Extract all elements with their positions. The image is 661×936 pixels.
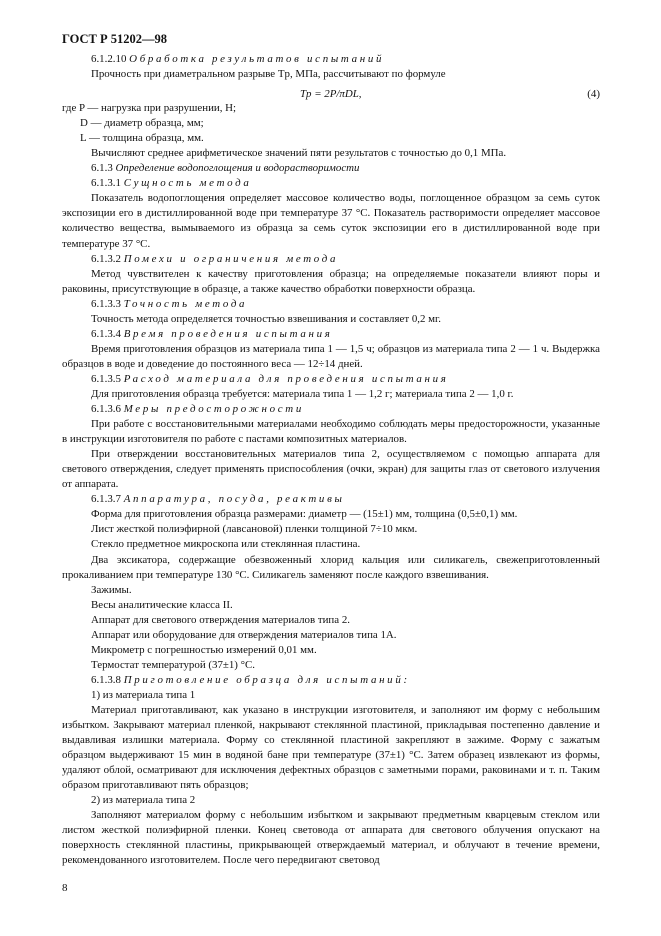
section-number: 6.1.3.4: [91, 327, 121, 340]
section-heading: [62, 52, 600, 67]
section-heading: [62, 673, 600, 688]
section-heading: [62, 372, 600, 387]
section-number: 6.1.3.7: [91, 493, 121, 506]
section-number: 6.1.3.1: [91, 177, 121, 190]
section-title: Время проведения испытания: [123, 327, 333, 340]
section-title: Расход материала для проведения испытания: [123, 372, 449, 385]
section-title: Точность метода: [123, 297, 248, 310]
section-title: Определение водопоглощения и водорастворимости: [115, 162, 360, 175]
page-number: 8: [62, 882, 68, 894]
equipment-item: Термостат температурой (37±1) °С.: [91, 658, 255, 671]
equipment-item: Зажимы.: [91, 583, 132, 596]
equipment-item: Лист жесткой полиэфирной (лавсановой) пленки толщиной 7÷10 мкм.: [91, 523, 418, 536]
section-title: Сущность метода: [123, 177, 252, 190]
paragraph: Материал приготавливают, как указано в инструкции изготовителя, и заполняют им форму с небольшим избытком. Закрывают материал пленкой, накрывают стеклянной пластиной, прикладывая постепенно давление и выдавливая излишки материала. Форму со стеклянной пластиной закрепляют в зажиме. Форму с зажатым образцом выдерживают 15 мин в водяной бане при температуре (37±1) °С. Затем образец извлекают из формы, удаляют облой, осматривают для исключения дефектных образцов с заметными порами, раковинами и т. п. Таким образом приготавливают пять образцов;: [62, 703, 600, 792]
equipment-item: Весы аналитические класса II.: [91, 598, 233, 611]
definition: где P — нагрузка при разрушении, Н;: [62, 102, 237, 115]
section-title: Приготовление образца для испытаний:: [123, 673, 410, 686]
paragraph: Заполняют материалом форму с небольшим избытком и закрывают предметным кварцевым стеклом или листом жесткой полиэфирной пленки. Конец световода от аппарата для светового облучения опускают на поверхность стеклянной пластины, прикрывающей отверждаемый материал, и облучают в течение времени, рекомендованного изготовителем. После чего передвигают световод: [62, 809, 600, 867]
equipment-item: Форма для приготовления образца размерами: диаметр — (15±1) мм, толщина (0,5±0,1) мм.: [91, 508, 518, 521]
paragraph: Вычисляют среднее арифметическое значений пяти результатов с точностью до 0,1 МПа.: [91, 147, 507, 160]
section-heading: [62, 492, 600, 507]
paragraph: Точность метода определяется точностью взвешивания и составляет 0,2 мг.: [91, 312, 442, 325]
section-heading: [62, 161, 600, 176]
section-number: 6.1.3.8: [91, 673, 121, 686]
section-title: Аппаратура, посуда, реактивы: [123, 493, 345, 506]
formula-line: [62, 82, 600, 101]
section-title: Меры предосторожности: [123, 403, 304, 416]
section-number: 6.1.3.5: [91, 372, 121, 385]
paragraph: Показатель водопоглощения определяет массовое количество воды, поглощенное образцом за семь суток экспозиции его в дистиллированной воде при температуре 37 °С. Показатель растворимости определяет массовое количество вещества, вымываемого из образца за семь суток экспозиции его в дистиллированной воде при температуре 37 °С.: [62, 192, 600, 250]
equipment-item: Микрометр с погрешностью измерений 0,01 мм.: [91, 643, 317, 656]
paragraph: Метод чувствителен к качеству приготовления образца; на определяемые показатели влияют поры и раковины, присутствующие в образце, а также качество обработки поверхности образца.: [62, 267, 600, 295]
formula: Tр = 2P/πDL,: [300, 88, 362, 101]
equipment-item: Стекло предметное микроскопа или стеклянная пластина.: [91, 538, 361, 551]
equipment-item: Аппарат для светового отверждения материалов типа 2.: [91, 613, 350, 626]
section-heading: [62, 402, 600, 417]
document-body: [62, 52, 600, 868]
section-heading: [62, 252, 600, 267]
equipment-item: Аппарат или оборудование для отверждения материалов типа 1А.: [91, 628, 397, 641]
section-title: Обработка результатов испытаний: [129, 53, 385, 65]
section-heading: [62, 327, 600, 342]
paragraph: При работе с восстановительными материалами необходимо соблюдать меры предосторожности, указанные в инструкции изготовителя по работе с пастами композитных материалов.: [62, 418, 600, 446]
section-heading: [62, 176, 600, 191]
formula-number: (4): [587, 88, 600, 101]
definition: D — диаметр образца, мм;: [80, 117, 204, 130]
definition: L — толщина образца, мм.: [80, 132, 204, 145]
paragraph: При отверждении восстановительных материалов типа 2, осуществляемом с помощью аппарата для светового отверждения, следует применять приспособления (очки, экран) для защиты глаз от светового излучения от аппарата.: [62, 448, 600, 491]
section-number: 6.1.3: [91, 162, 113, 175]
document-header: ГОСТ Р 51202—98: [62, 32, 168, 46]
paragraph: Для приготовления образца требуется: материала типа 1 — 1,2 г; материала типа 2 — 1,0 г.: [91, 387, 514, 400]
section-heading: [62, 297, 600, 312]
section-number: 6.1.3.3: [91, 297, 121, 310]
equipment-item: Два эксикатора, содержащие обезвоженный хлорид кальция или силикагель, свежеприготовленный прокаливанием при температуре 130 °С. Силикагель заменяют после каждого взвешивания.: [62, 553, 600, 581]
section-number: 6.1.3.6: [91, 403, 121, 416]
section-number: 6.1.3.2: [91, 252, 121, 265]
subsection-label: 2) из материала типа 2: [91, 794, 196, 807]
section-number: 6.1.2.10: [91, 53, 127, 65]
subsection-label: 1) из материала типа 1: [91, 688, 196, 701]
section-title: Помехи и ограничения метода: [123, 252, 339, 265]
paragraph: Прочность при диаметральном разрыве Tр, МПа, рассчитывают по формуле: [91, 68, 446, 81]
paragraph: Время приготовления образцов из материала типа 1 — 1,5 ч; образцов из материала типа 2 — 1 ч. Выдержка образцов в воде и доведение до постоянного веса — 12÷14 дней.: [62, 342, 600, 370]
